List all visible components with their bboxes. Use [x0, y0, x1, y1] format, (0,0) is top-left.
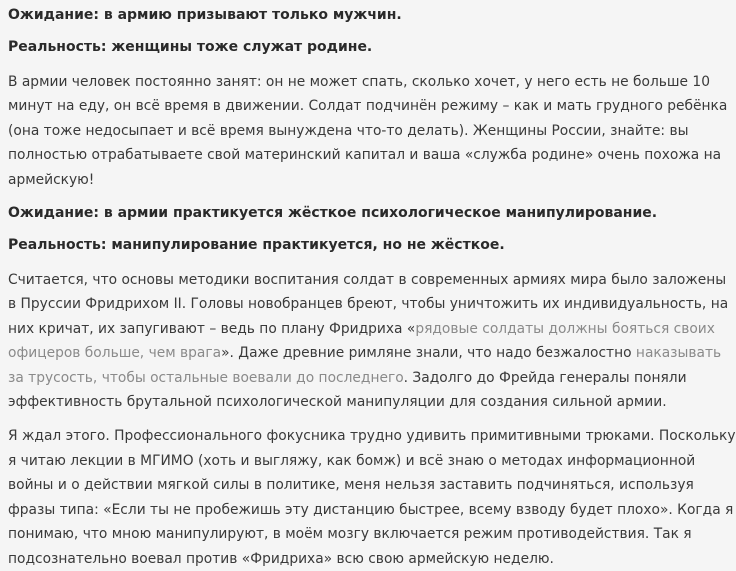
- paragraph-line: минут на еду, он всё время в движении. Солдат подчинён режиму – как и мать грудного ребёнка: [8, 98, 728, 115]
- paragraph-line: них кричат, их запугивают – ведь по плану Фридриха «рядовые солдаты должны бояться своих: [8, 320, 715, 337]
- friedrich-quote-link[interactable]: офицеров больше, чем врага: [8, 345, 222, 362]
- expectation-heading-2: Ожидание: в армии практикуется жёсткое психологическое манипулирование.: [8, 205, 658, 222]
- paragraph-line: Я ждал этого. Профессионального фокусника трудно удивить примитивными трюками. Поскольку: [8, 428, 736, 445]
- paragraph-line: за трусость, чтобы остальные воевали до последнего. Задолго до Фрейда генералы поняли: [8, 369, 687, 386]
- paragraph-line: армейскую!: [8, 171, 95, 188]
- paragraph-line: понимаю, что мною манипулируют, в моём мозгу включается режим противодействия. Так я: [8, 526, 692, 543]
- paragraph-line: войны и о действии мягкой силы в политике, меня нельзя заставить подчиняться, используя: [8, 477, 694, 494]
- paragraph-line: фразы типа: «Если ты не пробежишь эту дистанцию быстрее, всему взводу будет плохо». Когда я: [8, 501, 734, 518]
- paragraph-army-routine: [8, 70, 728, 192]
- reality-heading-2: Реальность: манипулирование практикуется, но не жёсткое.: [8, 237, 505, 254]
- paragraph-line: Считается, что основы методики воспитания солдат в современных армиях мира было заложены: [8, 272, 727, 289]
- roman-punishment-link[interactable]: наказывать: [635, 345, 722, 362]
- paragraph-line: я читаю лекции в МГИМО (хоть и выгляжу, как бомж) и всё знаю о методах информационной: [8, 452, 696, 469]
- reality-heading-1: Реальность: женщины тоже служат родине.: [8, 39, 373, 55]
- paragraph-line: полностью отрабатываете свой материнский капитал и ваша «служба родине» очень похожа на: [8, 147, 722, 164]
- paragraph-line: (она тоже недосыпает и всё время вынуждена что-то делать). Женщины России, знайте: вы: [8, 122, 689, 139]
- paragraph-prussia: [8, 268, 729, 414]
- paragraph-line: В армии человек постоянно занят: он не может спать, сколько хочет, у него есть не больше 10: [8, 74, 710, 90]
- paragraph-line: подсознательно воевал против «Фридриха» всю свою армейскую неделю.: [8, 550, 554, 567]
- paragraph-personal: [8, 424, 736, 570]
- roman-punishment-link[interactable]: за трусость, чтобы остальные воевали до последнего: [8, 369, 404, 386]
- expectation-heading-1: Ожидание: в армию призывают только мужчин.: [8, 7, 402, 23]
- friedrich-quote-link[interactable]: рядовые солдаты должны бояться своих: [415, 320, 715, 337]
- paragraph-line: в Пруссии Фридрихом II. Головы новобранцев бреют, чтобы уничтожить их индивидуальность, на: [8, 296, 729, 313]
- paragraph-line: офицеров больше, чем врага». Даже древние римляне знали, что надо безжалостно наказывать: [8, 345, 722, 362]
- paragraph-line: эффективность брутальной психологической манипуляции для создания сильной армии.: [8, 394, 667, 411]
